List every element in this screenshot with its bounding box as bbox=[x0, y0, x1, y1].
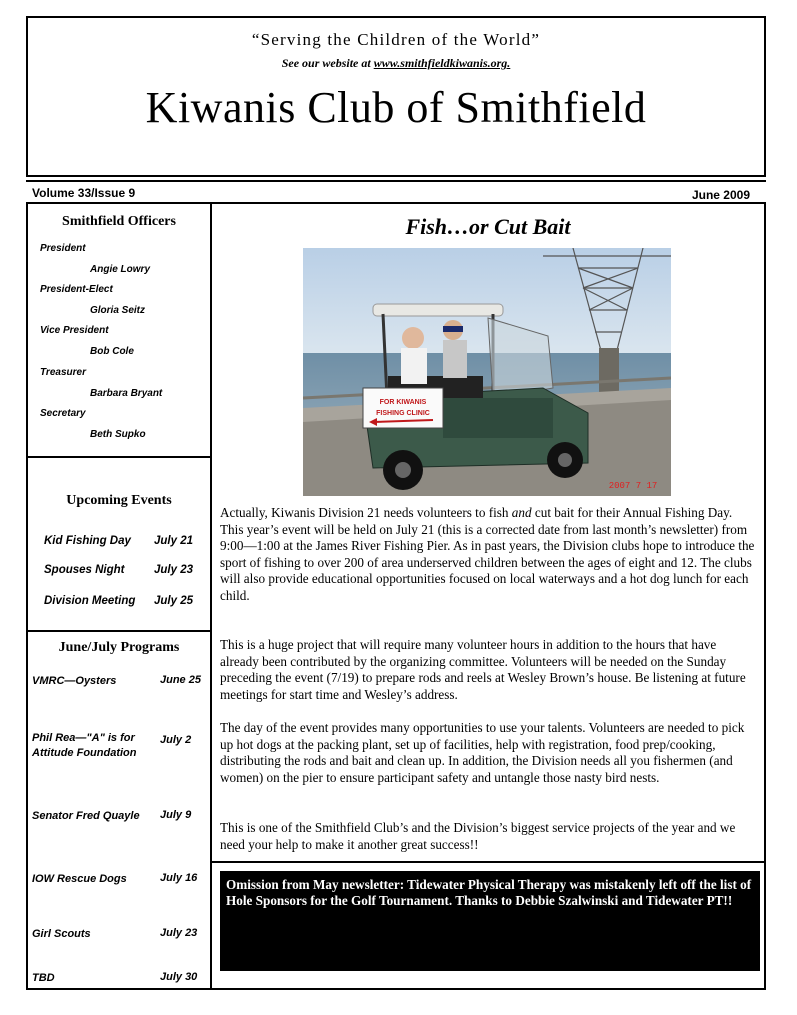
program-date: June 25 bbox=[160, 674, 201, 686]
event-name: Division Meeting bbox=[44, 595, 136, 607]
article-paragraph-3: The day of the event provides many opportunities to use your talents. Volunteers are needed to pick up hot dogs at the packing plant, set up of facilities, help with registration, food prep/cooking, distributing the rods and bait and clean up. In addition, the Division needs all you fishermen (and women) on the pier to ensure participant safety and untangle those nasty bird nests. bbox=[220, 720, 745, 785]
website-prefix: See our website at bbox=[281, 56, 374, 70]
photo-date-stamp: 2007 7 17 bbox=[608, 481, 658, 491]
sign-text-line1: FOR KIWANIS bbox=[379, 399, 427, 406]
officer-name: Bob Cole bbox=[90, 346, 134, 357]
program-date: July 2 bbox=[160, 734, 192, 746]
officer-name: Gloria Seitz bbox=[90, 305, 146, 316]
program-name: Girl Scouts bbox=[32, 928, 91, 940]
article-paragraph-4: This is one of the Smithfield Club’s and the Division’s biggest service projects of the year and we need your help to make it another great success!! bbox=[220, 820, 736, 852]
omission-notice: Omission from May newsletter: Tidewater Physical Therapy was mistakenly left off the list of Hole Sponsors for the Golf Tournament. Thanks to Debbie Szalwinski and Tidewater PT!! bbox=[220, 871, 760, 971]
event-name: Kid Fishing Day bbox=[44, 535, 131, 547]
website-link[interactable]: www.smithfieldkiwanis.org. bbox=[373, 56, 511, 70]
event-date: July 25 bbox=[154, 595, 193, 607]
program-date: July 30 bbox=[160, 971, 198, 983]
issue-date: June 2009 bbox=[691, 188, 750, 202]
article-headline: Fish…or Cut Bait bbox=[405, 214, 571, 239]
officer-role: Secretary bbox=[40, 408, 86, 419]
event-name: Spouses Night bbox=[44, 564, 125, 576]
officer-name: Angie Lowry bbox=[90, 264, 151, 275]
officers-heading: Smithfield Officers bbox=[62, 214, 176, 229]
issue-bar bbox=[26, 180, 766, 204]
sidebar bbox=[26, 204, 212, 990]
officer-name: Beth Supko bbox=[90, 429, 146, 440]
program-name: TBD bbox=[32, 972, 55, 984]
golf-cart-photo bbox=[303, 248, 671, 496]
officer-role: President-Elect bbox=[40, 284, 113, 295]
article-paragraph-1 bbox=[220, 505, 758, 604]
motto: “Serving the Children of the World” bbox=[251, 30, 541, 49]
officer-role: President bbox=[40, 243, 86, 254]
officer-role: Treasurer bbox=[40, 367, 86, 378]
section-divider bbox=[28, 630, 210, 632]
officer-name: Barbara Bryant bbox=[90, 388, 163, 399]
sign-text-line2: FISHING CLINIC bbox=[376, 410, 430, 417]
program-name: IOW Rescue Dogs bbox=[32, 873, 127, 885]
officer-role: Vice President bbox=[40, 325, 109, 336]
events-heading: Upcoming Events bbox=[66, 493, 172, 508]
main-article-column bbox=[212, 204, 766, 990]
newsletter-title: Kiwanis Club of Smithfield bbox=[145, 83, 647, 132]
section-divider bbox=[28, 456, 210, 458]
event-date: July 23 bbox=[154, 564, 193, 576]
paragraph-text: cut bait for their Annual Fishing Day. This year’s event will be held on July 21 (this is a corrected date from last month’s newsletter) from 9:00—1:00 at the James River Fishing Pier. As in past years, the Division clubs hope to introduce the sport of fishing to over 200 of area underserved children between the ages of eight and 12. The clubs will also provide educational opportunities focused on local waterways and a hot dog lunch for each child. bbox=[220, 505, 755, 603]
paragraph-text: Actually, Kiwanis Division 21 needs volunteers to fish bbox=[220, 505, 512, 520]
program-date: July 9 bbox=[160, 809, 192, 821]
program-name: VMRC—Oysters bbox=[32, 675, 117, 687]
volume-issue: Volume 33/Issue 9 bbox=[32, 186, 136, 200]
program-name: Phil Rea—"A" is for Attitude Foundation bbox=[32, 732, 137, 759]
section-divider bbox=[212, 861, 764, 863]
article-paragraph-2: This is a huge project that will require many volunteer hours in addition to the hours that have already been contributed by the organizing committee. Volunteers will be needed on the Sunday preceding the event (7/19) to prepare rods and reels at Wesley Brown’s house. Be listening at future meetings for start time and Wesley’s address. bbox=[220, 637, 746, 702]
event-date: July 21 bbox=[154, 535, 193, 547]
program-date: July 23 bbox=[160, 927, 198, 939]
masthead bbox=[26, 16, 766, 177]
program-date: July 16 bbox=[160, 872, 198, 884]
program-name: Senator Fred Quayle bbox=[32, 810, 140, 822]
emphasis-text: and bbox=[511, 505, 532, 520]
programs-heading: June/July Programs bbox=[58, 640, 180, 655]
website-line bbox=[28, 56, 764, 71]
